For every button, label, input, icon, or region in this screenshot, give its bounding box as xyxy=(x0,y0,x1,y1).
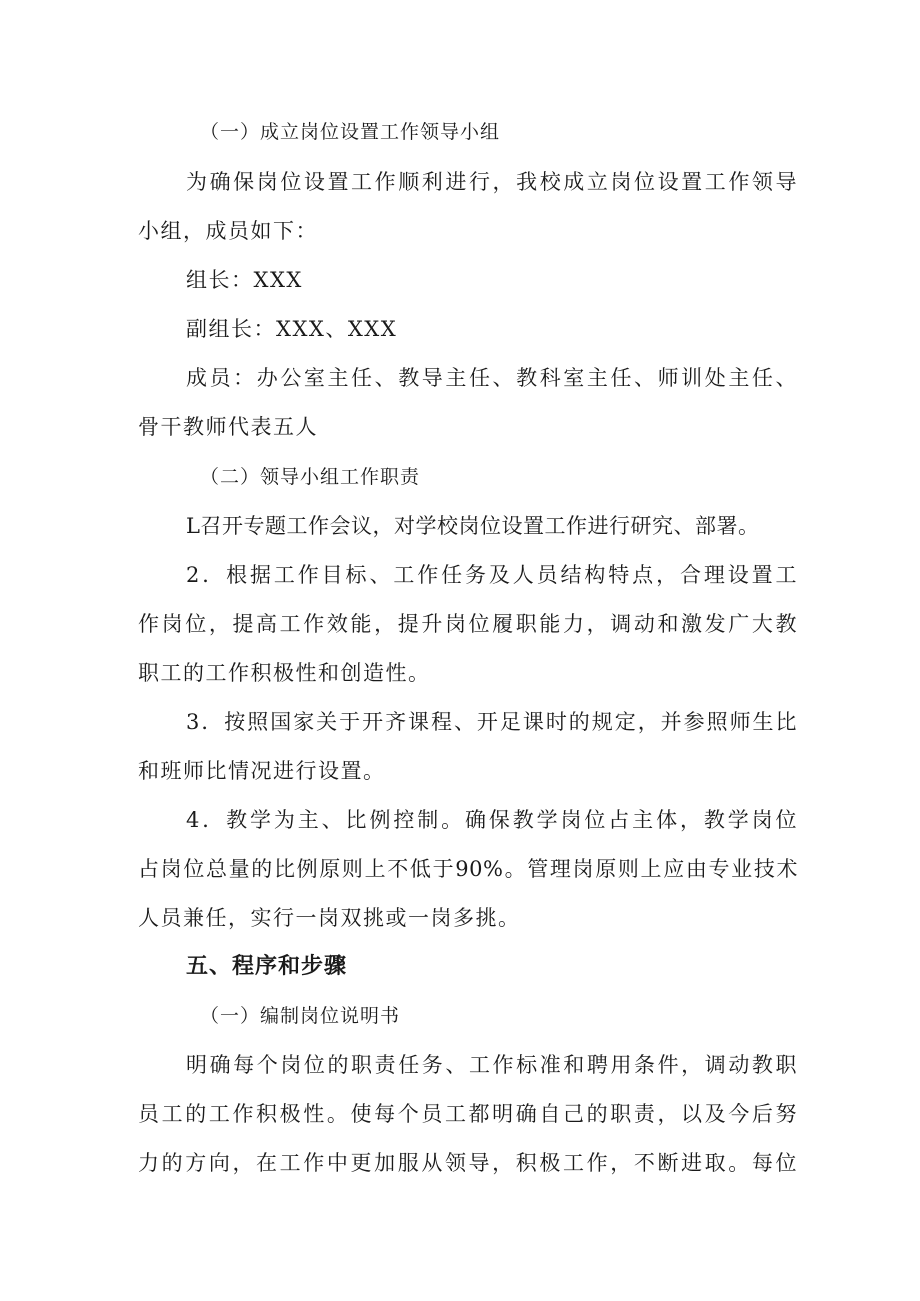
paragraph-line: 占岗位总量的比例原则上不低于90%。管理岗原则上应由专业技术 xyxy=(138,857,798,881)
paragraph-line: 职工的工作积极性和创造性。 xyxy=(138,661,431,685)
paragraph-line: L召开专题工作会议，对学校岗位设置工作进行研究、部署。 xyxy=(186,514,760,538)
subheading-responsibilities: （二）领导小组工作职责 xyxy=(200,466,421,488)
subheading-job-description: （一）编制岗位说明书 xyxy=(200,1005,401,1027)
paragraph-line: 成员：办公室主任、教导主任、教科室主任、师训处主任、 xyxy=(186,366,798,390)
subheading-leadership-group: （一）成立岗位设置工作领导小组 xyxy=(200,121,501,143)
paragraph-line: 作岗位，提高工作效能，提升岗位履职能力，调动和激发广大教 xyxy=(138,612,798,636)
paragraph-line: 4．教学为主、比例控制。确保教学岗位占主体，教学岗位 xyxy=(186,808,798,832)
paragraph-line: 为确保岗位设置工作顺利进行，我校成立岗位设置工作领导 xyxy=(186,170,798,194)
paragraph-line: 2．根据工作目标、工作任务及人员结构特点，合理设置工 xyxy=(186,563,798,587)
paragraph-line: 力的方向，在工作中更加服从领导，积极工作，不断进取。每位 xyxy=(138,1151,798,1175)
paragraph-line: 组长：XXX xyxy=(186,268,303,292)
paragraph-line: 副组长：XXX、XXX xyxy=(186,317,398,341)
paragraph-line: 明确每个岗位的职责任务、工作标准和聘用条件，调动教职 xyxy=(186,1053,798,1077)
paragraph-line: 3．按照国家关于开齐课程、开足课时的规定，并参照师生比 xyxy=(186,710,798,734)
paragraph-line: 小组，成员如下： xyxy=(138,219,318,243)
paragraph-line: 和班师比情况进行设置。 xyxy=(138,759,386,783)
paragraph-line: 人员兼任，实行一岗双挑或一岗多挑。 xyxy=(138,906,521,930)
paragraph-line: 骨干教师代表五人 xyxy=(138,415,318,439)
section-heading: 五、程序和步骤 xyxy=(186,954,348,979)
paragraph-line: 员工的工作积极性。使每个员工都明确自己的职责，以及今后努 xyxy=(138,1102,798,1126)
